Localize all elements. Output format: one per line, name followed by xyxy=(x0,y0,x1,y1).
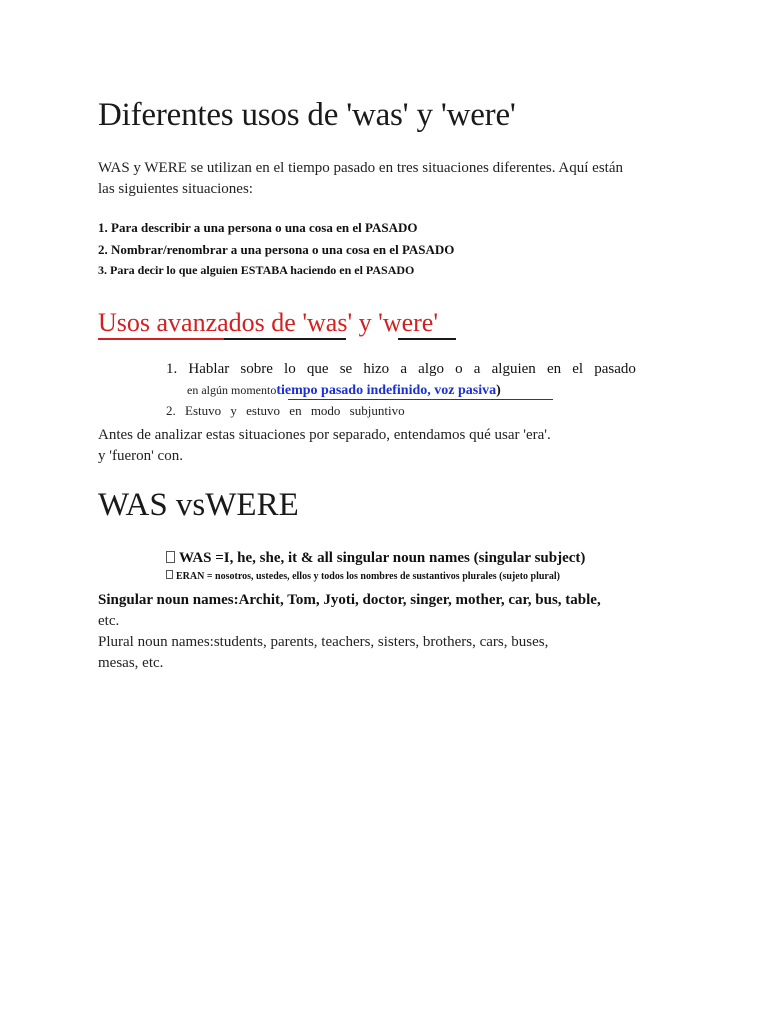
intro-line-1: WAS y WERE se utilizan en el tiempo pasado en tres situaciones diferentes. Aquí están xyxy=(98,160,624,176)
bullet-eran-text: ERAN = nosotros, ustedes, ellos y todos los nombres de sustantivos plurales (sujeto plural) xyxy=(176,571,560,582)
item-1-word: hizo xyxy=(363,361,390,377)
page-title: Diferentes usos de 'was' y 'were' xyxy=(98,97,516,133)
heading-underline-were xyxy=(398,338,456,340)
item-1-word: a xyxy=(400,361,407,377)
bullet-was xyxy=(166,550,585,567)
item-1-word: Hablar xyxy=(188,361,230,377)
singular-line-1: Singular noun names:Archit, Tom, Jyoti, doctor, singer, mother, car, bus, table, xyxy=(98,592,601,608)
singular-line-2: etc. xyxy=(98,613,120,629)
item-1-word: o xyxy=(455,361,463,377)
bullet-was-text: WAS =I, he, she, it & all singular noun names (singular subject) xyxy=(179,550,586,566)
plural-line-2: mesas, etc. xyxy=(98,655,164,671)
paragraph-2-line-2: y 'fueron' con. xyxy=(98,448,183,464)
advanced-item-1 xyxy=(166,361,636,378)
advanced-heading xyxy=(98,308,438,338)
link-underline xyxy=(288,399,553,400)
bullet-box-icon xyxy=(166,570,173,579)
item-1-word: a xyxy=(473,361,481,377)
situation-2: 2. Nombrar/renombrar a una persona o una cosa en el PASADO xyxy=(98,242,455,257)
intro-line-2: las siguientes situaciones: xyxy=(98,181,253,197)
situation-3: 3. Para decir lo que alguien ESTABA haciendo en el PASADO xyxy=(98,263,415,277)
section-title: WAS vsWERE xyxy=(98,487,299,523)
item-1-word: el xyxy=(572,361,584,377)
tense-link[interactable]: tiempo pasado indefinido, voz pasiva xyxy=(276,383,497,398)
situation-1: 1. Para describir a una persona o una cosa en el PASADO xyxy=(98,220,418,235)
closing-paren: ) xyxy=(496,383,501,398)
paragraph-2-line-1: Antes de analizar estas situaciones por separado, entendamos qué usar 'era'. xyxy=(98,427,551,443)
item-1-word: alguien xyxy=(491,361,536,377)
item-1-word: que xyxy=(306,361,329,377)
item-1-word: lo xyxy=(284,361,296,377)
advanced-item-1-continuation xyxy=(187,383,501,399)
bullet-box-icon xyxy=(166,551,175,563)
bullet-eran xyxy=(166,570,560,582)
item-1-continuation-text: en algún momento xyxy=(187,383,277,397)
item-1-word: sobre xyxy=(240,361,273,377)
item-1-number: 1. xyxy=(166,361,178,377)
heading-underline-dark xyxy=(224,338,346,340)
item-1-word: se xyxy=(339,361,353,377)
advanced-heading-part1: Usos avanzados xyxy=(98,308,265,337)
item-1-word: en xyxy=(546,361,562,377)
advanced-item-2: 2. Estuvo y estuvo en modo subjuntivo xyxy=(166,403,405,418)
heading-underline-red xyxy=(98,338,224,340)
item-1-word: algo xyxy=(418,361,444,377)
plural-line-1: Plural noun names:students, parents, teachers, sisters, brothers, cars, buses, xyxy=(98,634,549,650)
advanced-heading-part2: de 'was' y 'were' xyxy=(271,308,439,337)
item-1-word: pasado xyxy=(594,361,636,377)
